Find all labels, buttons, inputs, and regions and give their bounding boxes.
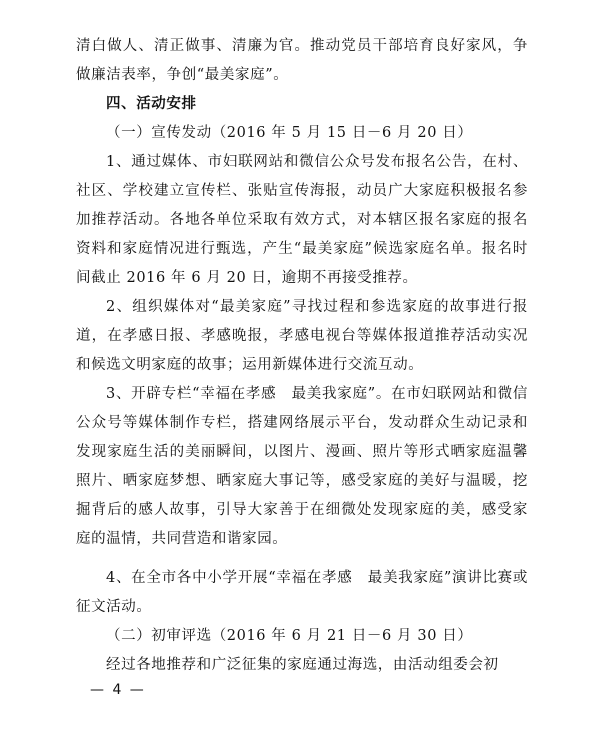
- paragraph-item-1: 1、通过媒体、市妇联网站和微信公众号发布报名公告，在村、社区、学校建立宣传栏、张贴宣传海报，动员广大家庭积极报名参加推荐活动。各地各单位采取有效方式，对本辖区报名家庭的报名资料和家庭情况进行甄选，产生“最美家庭”候选家庭名单。报名时间截止 2016 年 6 月 20 日，逾期不再接受推荐。: [76, 154, 528, 286]
- paragraph-review-intro: 经过各地推荐和广泛征集的家庭通过海选，由活动组委会初: [106, 657, 499, 673]
- section-heading-activity-arrangement: 四、活动安排: [106, 96, 197, 112]
- paragraph-item-2: 2、组织媒体对“最美家庭”寻找过程和参选家庭的故事进行报道，在孝感日报、孝感晚报，孝感电视台等媒体报道推荐活动实况和候选文明家庭的故事；运用新媒体进行交流互动。: [76, 299, 528, 373]
- paragraph-intro: 清白做人、清正做事、清廉为官。推动党员干部培育良好家风，争做廉洁表率，争创“最美家庭”。: [76, 38, 528, 83]
- subsection-heading-preliminary-review: （二）初审评选（2016 年 6 月 21 日－6 月 30 日）: [106, 628, 473, 644]
- page-number: — 4 —: [90, 682, 146, 698]
- subsection-heading-publicity: （一）宣传发动（2016 年 5 月 15 日－6 月 20 日）: [106, 125, 473, 141]
- paragraph-item-4: 4、在全市各中小学开展“幸福在孝感 最美我家庭”演讲比赛或征文活动。: [76, 570, 528, 615]
- paragraph-item-3: 3、开辟专栏“幸福在孝感 最美我家庭”。在市妇联网站和微信公众号等媒体制作专栏，搭建网络展示平台，发动群众生动记录和发现家庭生活的美丽瞬间，以图片、漫画、照片等形式晒家庭温馨照片、晒家庭梦想、晒家庭大事记等，感受家庭的美好与温暖，挖掘背后的感人故事，引导大家善于在细微处发现家庭的美，感受家庭的温情，共同营造和谐家园。: [76, 386, 528, 547]
